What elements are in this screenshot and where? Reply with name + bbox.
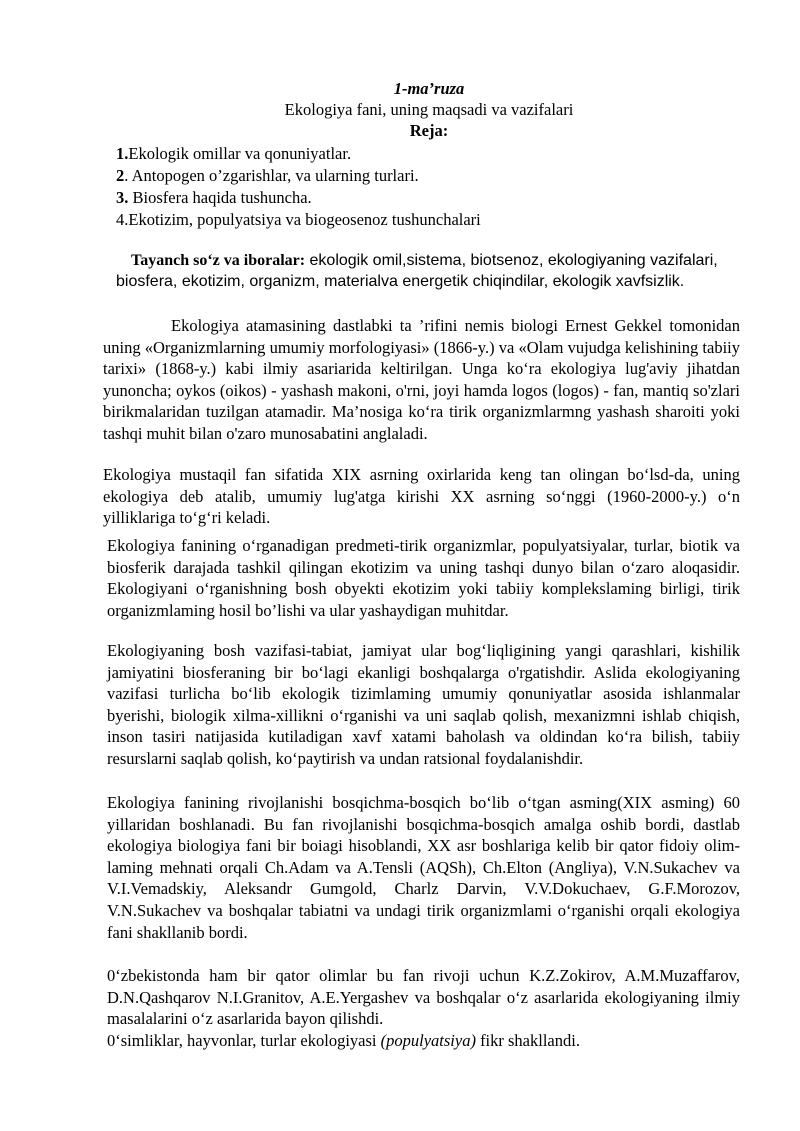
plan-item <box>116 165 481 187</box>
paragraph-uzbekistan: 0‘zbekistonda ham bir qator olimlar bu fan rivoji uchun K.Z.Zokirov, A.M.Muzaffarov, D.N.Qashqarov N.I.Granitov, A.E.Yergashev va boshqalar o‘z asarlarida ekologiyaning ilmiy masalalarini o‘z asarlarida bayon qilishdi. <box>107 966 740 1029</box>
keywords-label: Tayanch so‘z va iboralar: <box>131 252 306 269</box>
plan-item-number: 2 <box>116 166 125 185</box>
paragraph-development: Ekologiya fanining rivojlanishi bosqichma-bosqich bo‘lib o‘tgan asming(XIX asming) 60 yillaridan boshlanadi. Bu fan rivojlanishi bosqichma-bosqich amalga oshib bordi, dastlab ekologiya biologiya fani bir boiagi hisoblandi, XX asr boshlariga kelib bir qator fidoiy olim- laming mehnati orqali Ch.Adam va A.Tensli (AQSh), Ch.Elton (Angliya), V.N.Sukachev va V.I.Vemadskiy, Aleksandr Gumgold, Charlz Darvin, V.V.Dokuchaev, G.F.Morozov, V.N.Sukachev va boshqalar tabiatni va undagi tirik organizmlami o‘rganishi orqali ekologiya fani shakllanib bordi. <box>107 793 740 942</box>
plan-item <box>116 187 481 209</box>
plan-list <box>116 143 481 231</box>
plan-item-text: Biosfera haqida tushuncha. <box>128 188 312 207</box>
paragraph-etymology: Ekologiya atamasining dastlabki ta ’rifini nemis biologi Ernest Gekkel tomonidan uning «Organizmlarning umumiy morfologiyasi» (1866-y.) va «Olam vujudga kelishining tabiiy tarixi» (1868-y.) kabi ilmiy asariarida keltirilgan. Unga ko‘ra ekologiya lug'aviy jihatdan yunoncha; oykos (oikos) - yashash makoni, o'rni, joyi hamda logos (logos) - fan, mantiq so'zlari birikmalaridan tuzilgan atamadir. Ma’nosiga ko‘ra tirik organizmlarmng yashash sharoiti yoki tashqi muhit bilan o'zaro munosabatini anglaladi. <box>103 316 740 443</box>
plan-item <box>116 209 481 231</box>
italic-term: (populyatsiya) <box>380 1031 476 1050</box>
lecture-subtitle: Ekologiya fani, uning maqsadi va vazifalari <box>284 100 574 119</box>
paragraph-tasks: Ekologiyaning bosh vazifasi-tabiat, jamiyat ular bog‘liqligining yangi qarashlari, kishilik jamiyatini biosferaning bir bo‘lagi ekanligi boshqalarga o'rgatishdir. Aslida ekologiyaning vazifasi turlicha bo‘lib ekologik tizimlaming umumiy qonuniyatlar asosida ishlanmalar byerishi, biologik xilma-xillikni o‘rganishi va uni saqlab qolish, mexanizmni ishlab chiqish, inson tasiri natijasida kutiladigan xavf xatami baholash va oldindan ko‘ra bilish, tabiiy resurslarni saqlab qolish, ko‘paytirish va undan ratsional foydalanishdir. <box>107 641 740 768</box>
paragraph-text: 0‘simliklar, hayvonlar, turlar ekologiyasi <box>107 1031 381 1050</box>
paragraph-history: Ekologiya mustaqil fan sifatida XIX asrning oxirlarida keng tan olingan bo‘lsd-da, uning ekologiya deb atalib, umumiy lug'atga kirishi XX asrning so‘nggi (1960-2000-y.) o‘n yilliklariga to‘g‘ri keladi. <box>103 465 740 528</box>
plan-item <box>116 143 481 165</box>
plan-heading: Reja: <box>409 121 449 140</box>
plan-item-number: 1. <box>116 144 129 163</box>
plan-item-text: . Antopogen o’zgarishlar, va ularning turlari. <box>124 166 419 185</box>
plan-item-text: 4.Ekotizim, populyatsiya va biogeosenoz tushunchalari <box>116 210 481 229</box>
paragraph-ecology-types <box>107 1030 740 1052</box>
paragraph-text: fikr shakllandi. <box>475 1031 580 1050</box>
paragraph-subject: Ekologiya fanining o‘rganadigan predmeti-tirik organizmlar, populyatsiyalar, turlar, biotik va biosferik darajada tashkil qilingan ekotizim va uning tashqi dunyo bilan o‘zaro aloqasidir. Ekologiyani o‘rganishning bosh obyekti ekotizim yoki tabiiy komplekslaming birligi, tirik organizmlaming hosil bo’lishi va ular yashaydigan muhitdar. <box>107 536 740 620</box>
lecture-title: 1-ma’ruza <box>393 79 465 98</box>
plan-item-number: 3. <box>116 188 129 207</box>
plan-item-text: Ekologik omillar va qonuniyatlar. <box>128 144 352 163</box>
keywords-text: ekologik omil,sistema, biotsenoz, ekologiyaning vazifalari, biosfera, ekotizim, organizm, materialva energetik chiqindilar, ekologik xavfsizlik. <box>116 252 718 290</box>
keywords-block <box>116 250 741 292</box>
